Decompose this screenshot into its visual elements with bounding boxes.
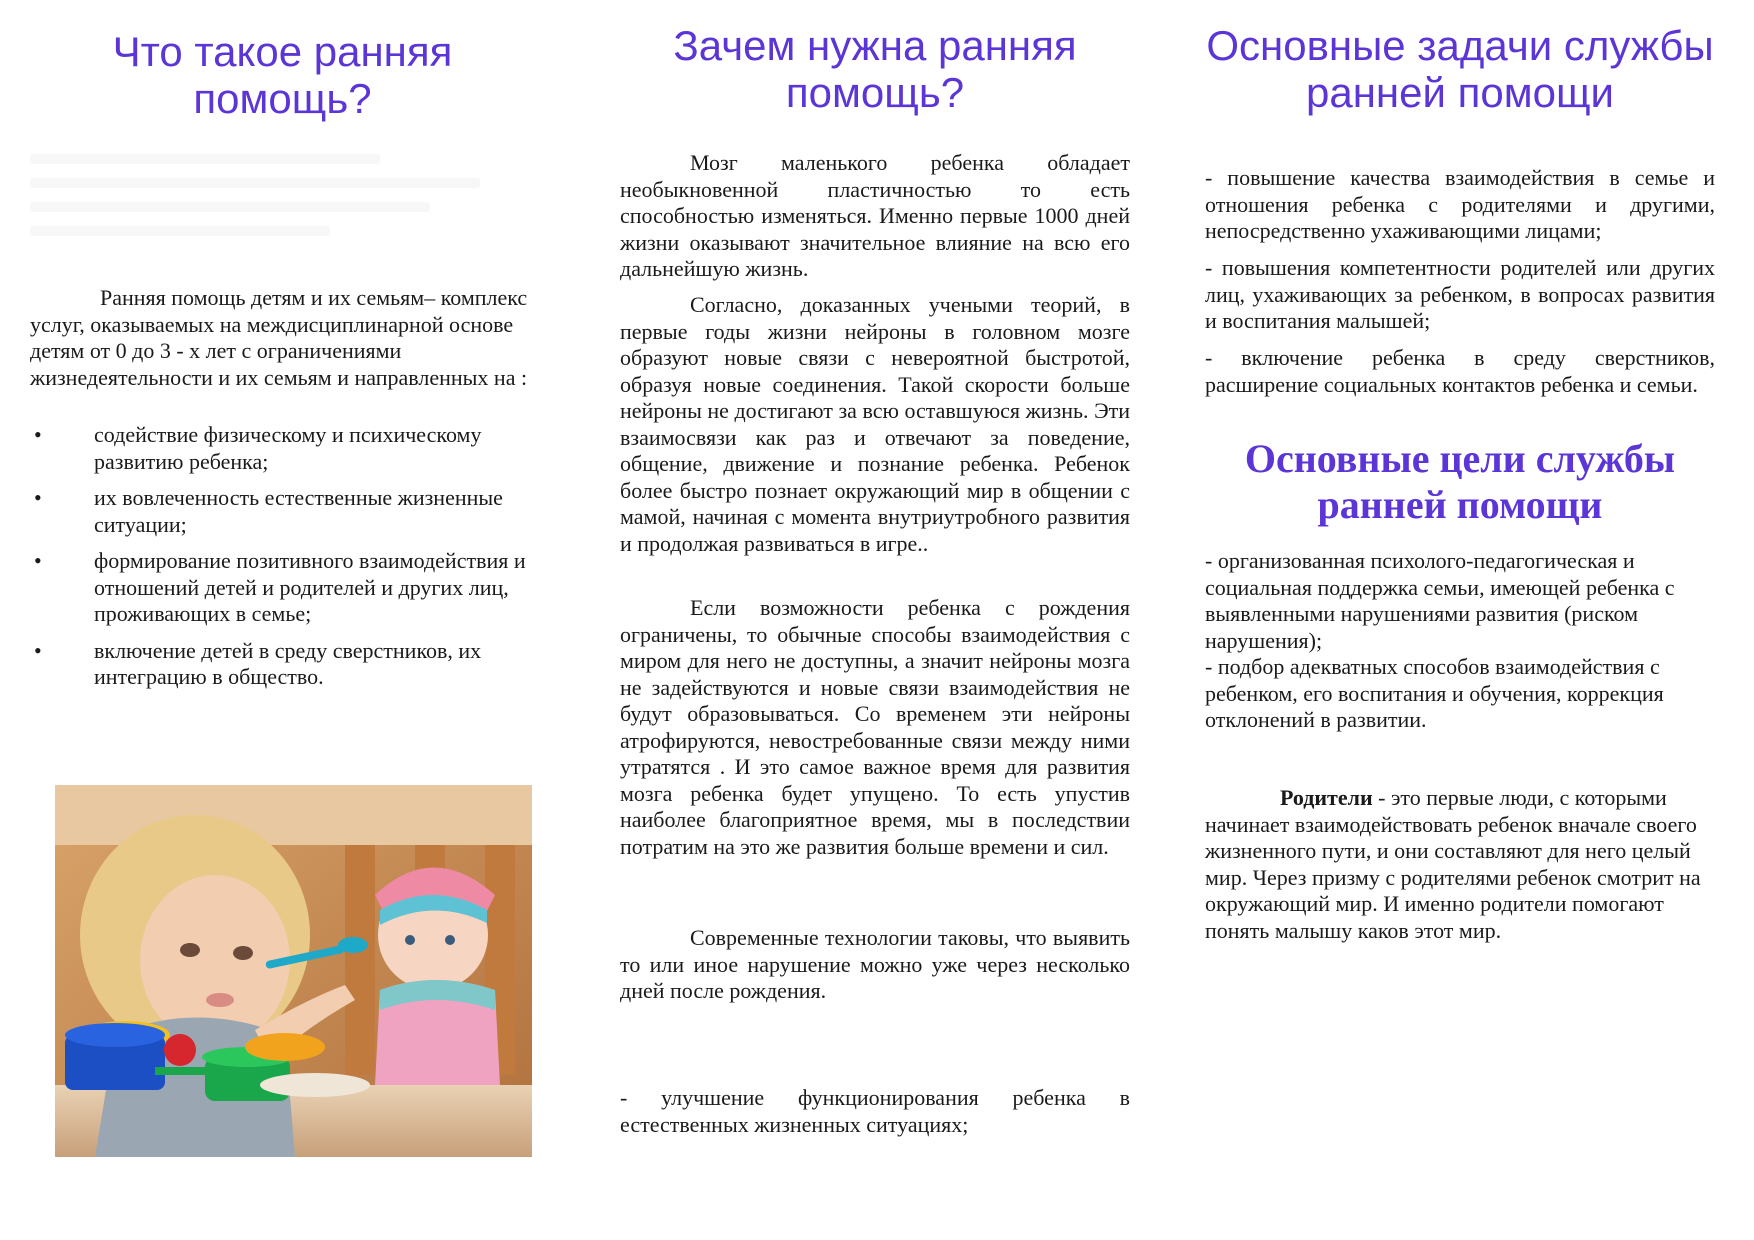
paragraph-functioning: - улучшение функционирования ребенка в естественных жизненных ситуациях;: [620, 1085, 1130, 1137]
heading-what-is: Что такое ранняя помощь?: [112, 28, 453, 123]
bullet-marker: •: [34, 422, 42, 447]
bullet-marker: •: [34, 548, 42, 573]
parents-text: - это первые люди, с которыми начинает взаимодействовать ребенок вначале своего жизненного пути, и они составляют для него целый мир. Через призму с родителями ребенок смотрит на окружающий мир. И именно родители помогают понять малышу каков этот мир.: [1205, 785, 1701, 943]
list-item: • включение детей в среду сверстников, их интеграцию в общество.: [34, 637, 482, 689]
list-item: • содействие физическому и психическому развитию ребенка;: [34, 422, 482, 474]
list-item: • формирование позитивного взаимодействия и отношений детей и родителей и других лиц, проживающих в семье;: [34, 548, 526, 626]
faded-background-text: [30, 140, 530, 260]
parents-paragraph: [1205, 785, 1715, 944]
task-item: - повышения компетентности родителей или других лиц, ухаживающих за ребенком, в вопросах развития и воспитания малышей;: [1205, 255, 1715, 333]
task-item: - включение ребенка в среду сверстников, расширение социальных контактов ребенка и семьи.: [1205, 345, 1715, 397]
task-item: - повышение качества взаимодействия в семье и отношения ребенка с родителями и другими, непосредственно ухаживающими лицами;: [1205, 165, 1715, 243]
heading-main-goals: Основные цели службы ранней помощи: [1244, 436, 1676, 527]
list-item: • их вовлеченность естественные жизненные ситуации;: [34, 485, 503, 537]
goal-item: - организованная психолого-педагогическая и социальная поддержка семьи, имеющей ребенка с выявленными нарушениями развития (риском нарушения);: [1205, 548, 1675, 653]
paragraph-limitations: Если возможности ребенка с рождения ограничены, то обычные способы взаимодействия с миром для него не доступны, а значит нейроны мозга не задействуются и новые связи взаимодействия не будут образовываться. Со временем эти нейроны атрофируются, невостребованные связи между ними утратятся . И это самое важное время для развития мозга ребенка будет упущено. То есть упустив наиболее благоприятное время, мы в последствии потратим на это же развития больше времени и сил.: [620, 595, 1130, 859]
bullet-marker: •: [34, 485, 42, 510]
paragraph-brain-plasticity: Мозг маленького ребенка обладает необыкновенной пластичностью то есть способностью изменяться. Именно первые 1000 дней жизни оказывают значительное влияние на всю его дальнейшую жизнь.: [620, 150, 1130, 281]
parents-bold-label: Родители: [1280, 785, 1373, 810]
bullet-marker: •: [34, 637, 42, 663]
services-list: [30, 422, 550, 701]
child-feeding-doll-photo: [55, 785, 532, 1157]
heading-why-needed: Зачем нужна ранняя помощь?: [673, 22, 1077, 117]
goal-item: - подбор адекватных способов взаимодействия с ребенком, его воспитания и обучения, коррекция отклонений в развитии.: [1205, 654, 1664, 732]
paragraph-technologies: Современные технологии таковы, что выявить то или иное нарушение можно уже через несколько дней после рождения.: [620, 925, 1130, 1003]
heading-main-tasks: Основные задачи службы ранней помощи: [1206, 22, 1714, 117]
intro-paragraph: Ранняя помощь детям и их семьям– комплекс услуг, оказываемых на междисциплинарной основе детям от 0 до 3 - х лет с ограничениями жизнедеятельности и их семьям и направленных на :: [30, 285, 528, 390]
paragraph-neurons: Согласно, доказанных учеными теорий, в первые годы жизни нейроны в головном мозге образуют новые связи с невероятной быстротой, образуя новые соединения. Такой скорости больше нейроны не достигают за всю оставшуюся жизнь. Эти взаимосвязи как раз и отвечают за поведение, общение, движение и познание ребенка. Ребенок более быстро познает окружающий мир в общении с мамой, начиная с момента внутриутробного развития и продолжая развиваться в игре..: [620, 292, 1130, 556]
